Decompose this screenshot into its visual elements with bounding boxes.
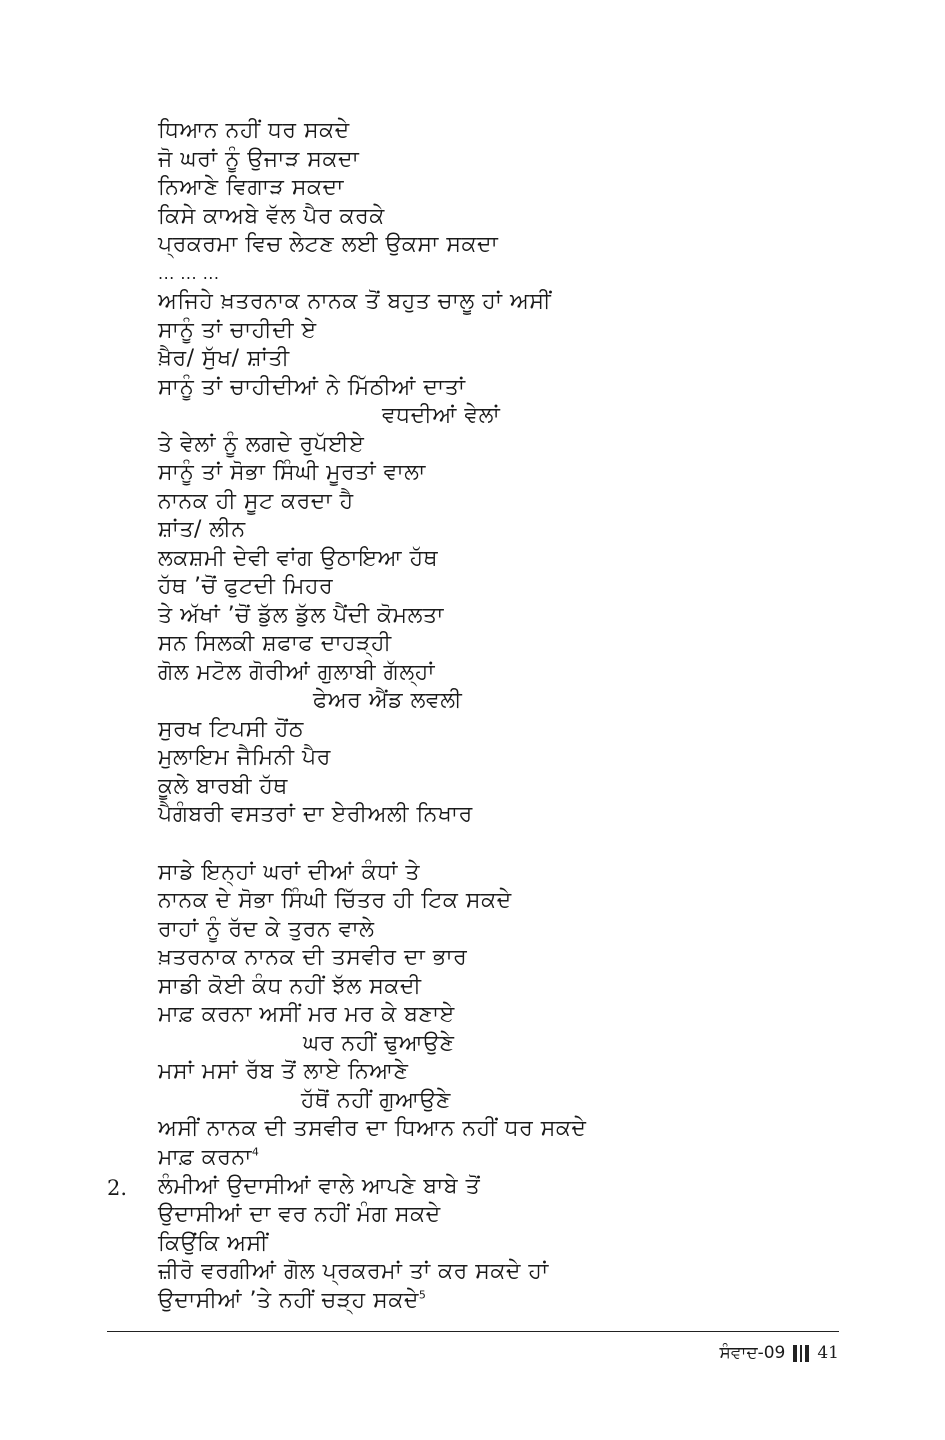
poem-line: ਸਾਨੂੰ ਤਾਂ ਸੋਭਾ ਸਿੰਘੀ ਮੂਰਤਾਂ ਵਾਲਾ [158,460,426,485]
poem-ellipsis: ... ... ... [158,264,220,283]
poem-line: ਸਾਨੂੰ ਤਾਂ ਚਾਹੀਦੀ ਏ [158,318,317,343]
page-footer [720,1341,840,1365]
poem-line: ਖ਼ਤਰਨਾਕ ਨਾਨਕ ਦੀ ਤਸਵੀਰ ਦਾ ਭਾਰ [158,945,468,970]
poem-line-indented: ਹੱਥੋਂ ਨਹੀਂ ਗੁਆਉਣੇ [301,1088,451,1113]
poem-line: ਸਨ ਸਿਲਕੀ ਸ਼ਫਾਫ ਦਾਹੜ੍ਹੀ [158,631,392,656]
poem-line: ਮਸਾਂ ਮਸਾਂ ਰੱਬ ਤੋਂ ਲਾਏ ਨਿਆਣੇ [158,1059,409,1084]
section-number: 2. [107,1176,128,1200]
poem-line [158,1144,259,1172]
poem-line: ਲੰਮੀਆਂ ਉਦਾਸੀਆਂ ਵਾਲੇ ਆਪਣੇ ਬਾਬੇ ਤੋਂ [158,1174,481,1199]
poem-line: ਜੋ ਘਰਾਂ ਨੂੰ ਉਜਾੜ ਸਕਦਾ [158,147,360,172]
poem-line: ਪ੍ਰਕਰਮਾ ਵਿਚ ਲੇਟਣ ਲਈ ਉਕਸਾ ਸਕਦਾ [158,232,499,257]
poem-line: ਕਿਸੇ ਕਾਅਬੇ ਵੱਲ ਪੈਰ ਕਰਕੇ [158,204,385,229]
poem-line: ਤੇ ਅੱਖਾਂ ’ਚੋਂ ਡੁੱਲ ਡੁੱਲ ਪੈਂਦੀ ਕੋਮਲਤਾ [158,603,444,628]
separator-bars-icon [793,1345,809,1362]
poem-line: ਕਿਉਂਕਿ ਅਸੀਂ [158,1231,269,1256]
poem-line: ਗੋਲ ਮਟੋਲ ਗੋਰੀਆਂ ਗੁਲਾਬੀ ਗੱਲ੍ਹਾਂ [158,660,435,685]
poem-line: ਨਾਨਕ ਦੇ ਸੋਭਾ ਸਿੰਘੀ ਚਿੱਤਰ ਹੀ ਟਿਕ ਸਕਦੇ [158,888,512,913]
poem-line: ਸਾਨੂੰ ਤਾਂ ਚਾਹੀਦੀਆਂ ਨੇ ਮਿੱਠੀਆਂ ਦਾਤਾਂ [158,375,466,400]
poem-line-indented: ਘਰ ਨਹੀਂ ਢੁਆਉਣੇ [303,1031,455,1056]
poem-line: ਅਜਿਹੇ ਖ਼ਤਰਨਾਕ ਨਾਨਕ ਤੋਂ ਬਹੁਤ ਚਾਲੂ ਹਾਂ ਅਸੀਂ [158,289,552,314]
poem-line: ਮਾਫ਼ ਕਰਨਾ ਅਸੀਂ ਮਰ ਮਰ ਕੇ ਬਣਾਏ [158,1002,455,1027]
poem-line-indented: ਫੇਅਰ ਐਂਡ ਲਵਲੀ [313,688,463,713]
poem-line: ਖ਼ੈਰ/ ਸੁੱਖ/ ਸ਼ਾਂਤੀ [158,346,290,371]
footnote-marker: 5 [418,1288,427,1302]
poem-line: ਨਿਆਣੇ ਵਿਗਾੜ ਸਕਦਾ [158,175,344,200]
poem-line-text: ਉਦਾਸੀਆਂ ’ਤੇ ਨਹੀਂ ਚੜ੍ਹ ਸਕਦੇ [158,1288,419,1313]
poem-line: ਰਾਹਾਂ ਨੂੰ ਰੱਦ ਕੇ ਤੁਰਨ ਵਾਲੇ [158,917,375,942]
poem-line: ਕੂਲੇ ਬਾਰਬੀ ਹੱਥ [158,774,288,799]
poem-line: ਜ਼ੀਰੋ ਵਰਗੀਆਂ ਗੋਲ ਪ੍ਰਕਰਮਾਂ ਤਾਂ ਕਰ ਸਕਦੇ ਹਾਂ [158,1259,549,1284]
poem-line: ਅਸੀਂ ਨਾਨਕ ਦੀ ਤਸਵੀਰ ਦਾ ਧਿਆਨ ਨਹੀਂ ਧਰ ਸਕਦੇ [158,1116,587,1141]
poem-line: ਮੁਲਾਇਮ ਜੈਮਿਨੀ ਪੈਰ [158,745,331,770]
poem-line: ਧਿਆਨ ਨਹੀਂ ਧਰ ਸਕਦੇ [158,118,350,143]
poem-line: ਉਦਾਸੀਆਂ ਦਾ ਵਰ ਨਹੀਂ ਮੰਗ ਸਕਦੇ [158,1202,441,1227]
poem-line: ਨਾਨਕ ਹੀ ਸੂਟ ਕਰਦਾ ਹੈ [158,489,354,514]
poem-line: ਹੱਥ ’ਚੋਂ ਫੁਟਦੀ ਮਿਹਰ [158,574,334,599]
poem-line: ਸ਼ਾਂਤ/ ਲੀਨ [158,517,246,542]
poem-line: ਸਾਡੇ ਇਨ੍ਹਾਂ ਘਰਾਂ ਦੀਆਂ ਕੰਧਾਂ ਤੇ [158,860,420,885]
poem-line-indented: ਵਧਦੀਆਂ ਵੇਲਾਂ [382,403,501,428]
footnote-marker: 4 [251,1145,260,1159]
footer-divider [107,1331,839,1332]
journal-name: ਸੰਵਾਦ-09 [719,1343,786,1363]
page-number: 41 [817,1343,839,1363]
poem-line-text: ਮਾਫ਼ ਕਰਨਾ [158,1145,252,1170]
poem-line: ਸਾਡੀ ਕੋਈ ਕੰਧ ਨਹੀਂ ਝੱਲ ਸਕਦੀ [158,974,422,999]
poem-line: ਪੈਗੰਬਰੀ ਵਸਤਰਾਂ ਦਾ ਏਰੀਅਲੀ ਨਿਖਾਰ [158,802,473,827]
poem-line: ਸੁਰਖ ਟਿਪਸੀ ਹੋਂਠ [158,717,304,742]
poem-line: ਲਕਸ਼ਮੀ ਦੇਵੀ ਵਾਂਗ ਉਠਾਇਆ ਹੱਥ [158,546,439,571]
poem-line: ਤੇ ਵੇਲਾਂ ਨੂੰ ਲਗਦੇ ਰੁਪੱਈਏ [158,432,365,457]
poem-line [158,1287,426,1315]
